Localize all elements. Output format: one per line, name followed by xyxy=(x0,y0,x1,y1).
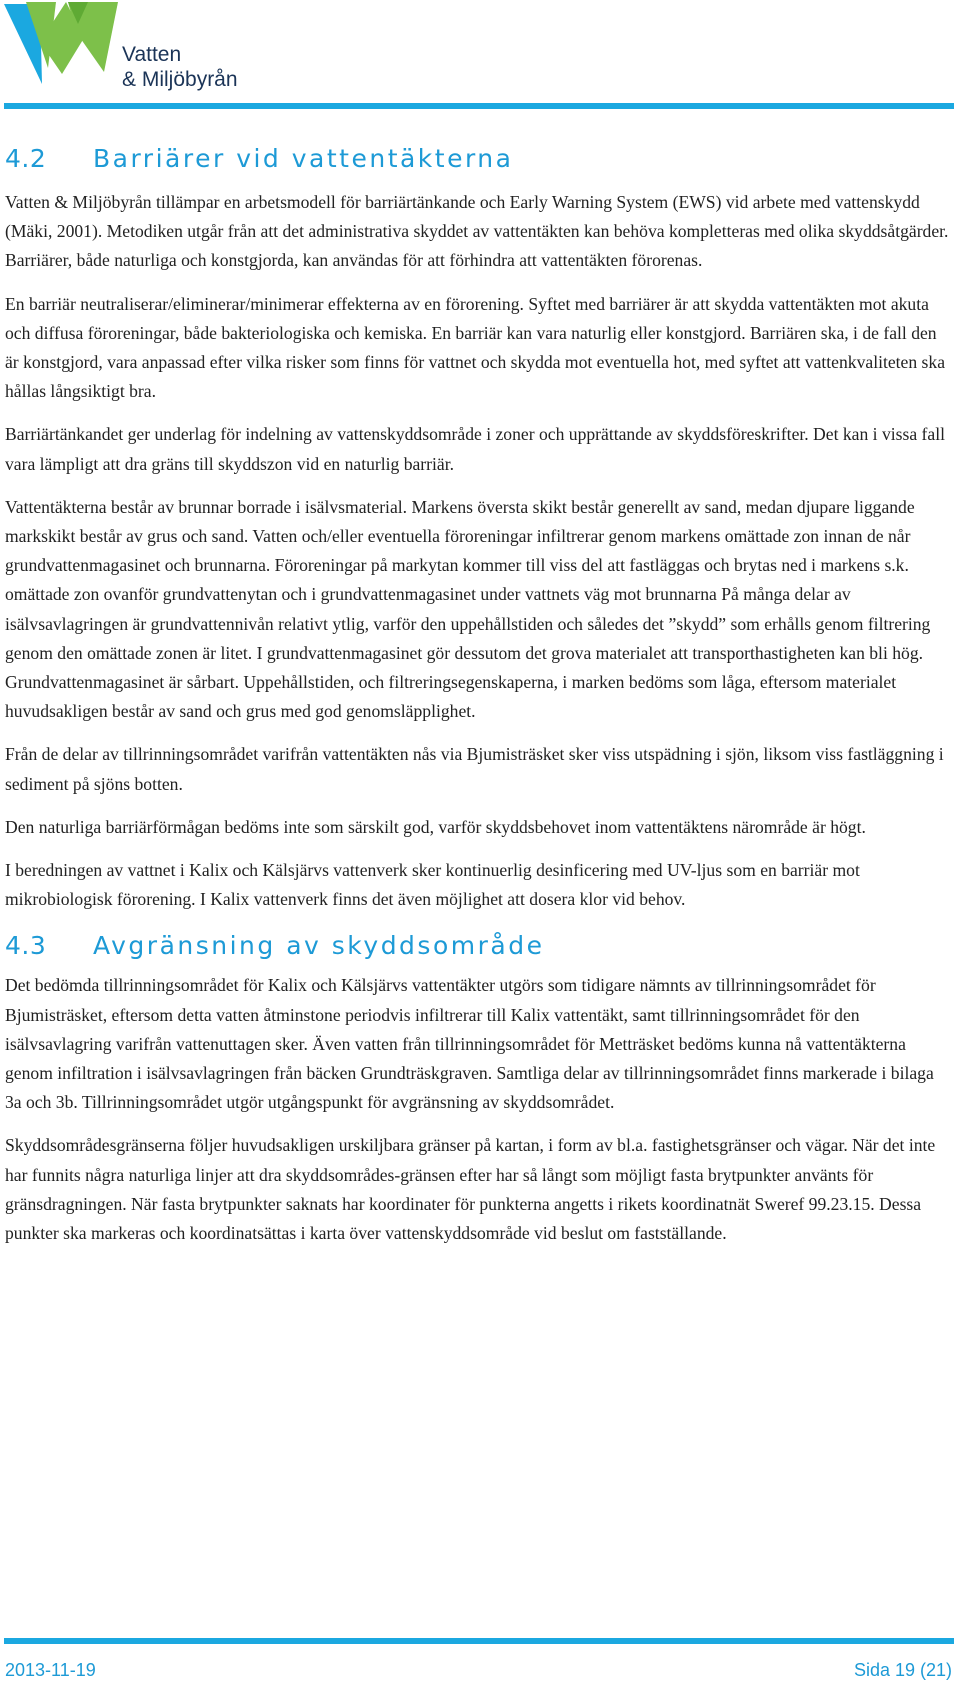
page-body xyxy=(5,144,950,1248)
paragraph: Vatten & Miljöbyrån tillämpar en arbetsmodell för barriärtänkande och Early Warning System (EWS) vid arbete med vattenskydd (Mäki, 2001). Metodiken utgår från att det administrativa skyddet av vattentäkten kan behöva kompletteras med olika skyddsåtgärder. Barriärer, både naturliga och konstgjorda, kan användas för att förhindra att vattentäkten förorenas. xyxy=(5,192,949,271)
section-number: 4.2 xyxy=(5,144,47,173)
header-rule xyxy=(4,103,954,109)
section-title: Barriärer vid vattentäkterna xyxy=(93,144,514,173)
paragraph: Från de delar av tillrinningsområdet varifrån vattentäkten nås via Bjumisträsket sker viss utspädning i sjön, liksom viss fastläggning i sediment på sjöns botten. xyxy=(5,744,944,794)
logo-line-2: & Miljöbyrån xyxy=(122,68,238,91)
logo-text xyxy=(122,42,238,92)
logo-mark-icon xyxy=(4,2,124,92)
section-heading-4-3 xyxy=(5,931,950,961)
section-heading-4-2 xyxy=(5,144,950,174)
section-title: Avgränsning av skyddsområde xyxy=(93,931,545,961)
section-number: 4.3 xyxy=(5,931,47,961)
footer-page-number: Sida 19 (21) xyxy=(853,1660,952,1680)
paragraph: Det bedömda tillrinningsområdet för Kalix och Kälsjärvs vattentäkter utgörs som tidigare nämnts av tillrinningsområdet för Bjumisträsket, eftersom detta vatten åtminstone periodvis infiltrerar till Kalix vattentäkt, samt tillrinningsområdet för den isälvsavlagring varifrån vattenuttagen sker. Även vatten från tillrinningsområdet för Metträsket bedöms kunna nå vattentäkterna genom infiltration i isälvsavlagringen från bäcken Grundträskgraven. Samtliga delar av tillrinningsområdet finns markerade i bilaga 3a och 3b. Tillrinningsområdet utgör utgångspunkt för avgränsning av skyddsområdet. xyxy=(5,975,934,1113)
paragraph: Vattentäkterna består av brunnar borrade i isälvsmaterial. Markens översta skikt består generellt av sand, medan djupare liggande markskikt består av grus och sand. Vatten och/eller eventuella föroreningar infiltrerar genom markens omättade zon innan de når grundvattenmagasinet och brunnarna. Föroreningar på markytan kommer till viss del att fastläggas och brytas ned i markens s.k. omättade zon ovanför grundvattenytan och i grundvattenmagasinet under vattnets väg mot brunnarna På många delar av isälvsavlagringen är grundvattennivån relativt ytlig, varför den uppehållstiden och således det ”skydd” som erhålls genom filtrering genom den omättade zonen är litet. I grundvattenmagasinet gör dessutom det grova materialet att transporthastigheten kan bli hög. Grundvattenmagasinet är sårbart. Uppehållstiden, och filtreringsegenskaperna, i marken bedöms som låga, eftersom materialet huvudsakligen består av sand och grus med god genomsläpplighet. xyxy=(5,496,931,722)
footer-rule xyxy=(4,1638,954,1644)
paragraph: En barriär neutraliserar/eliminerar/minimerar effekterna av en förorening. Syftet med barriärer är att skydda vattentäkten mot akuta och diffusa föroreningar, både bakteriologiska och kemiska. En barriär kan vara naturlig eller konstgjord. Barriären ska, i de fall den är konstgjord, vara anpassad efter vilka risker som finns för vattnet och skydda mot eventuella hot, med syftet att vattenkvaliteten ska hållas långsiktigt bra. xyxy=(5,293,946,402)
paragraph: I beredningen av vattnet i Kalix och Kälsjärvs vattenverk sker kontinuerlig desinficering med UV-ljus som en barriär mot mikrobiologisk förorening. I Kalix vattenverk finns det även möjlighet att dosera klor vid behov. xyxy=(5,860,860,910)
company-logo xyxy=(4,2,238,94)
paragraph: Den naturliga barriärförmågan bedöms inte som särskilt god, varför skyddsbehovet inom vattentäktens närområde är högt. xyxy=(5,816,866,837)
footer-date: 2013-11-19 xyxy=(5,1660,96,1680)
paragraph: Barriärtänkandet ger underlag för indelning av vattenskyddsområde i zoner och upprättande av skyddsföreskrifter. Det kan i vissa fall vara lämpligt att dra gräns till skyddszon vid en naturlig barriär. xyxy=(5,424,945,474)
logo-line-1: Vatten xyxy=(122,43,182,66)
paragraph: Skyddsområdesgränserna följer huvudsakligen urskiljbara gränser på kartan, i form av bl.a. fastighetsgränser och vägar. När det inte har funnits några naturliga linjer att dra skyddsområdes-gränsen efter har så långt som möjligt fasta brytpunkter använts för gränsdragningen. När fasta brytpunkter saknats har koordinater för punkterna angetts i rikets koordinatnät Sweref 99.23.15. Dessa punkter ska markeras och koordinatsättas i karta över vattenskyddsområde vid beslut om fastställande. xyxy=(5,1135,936,1244)
